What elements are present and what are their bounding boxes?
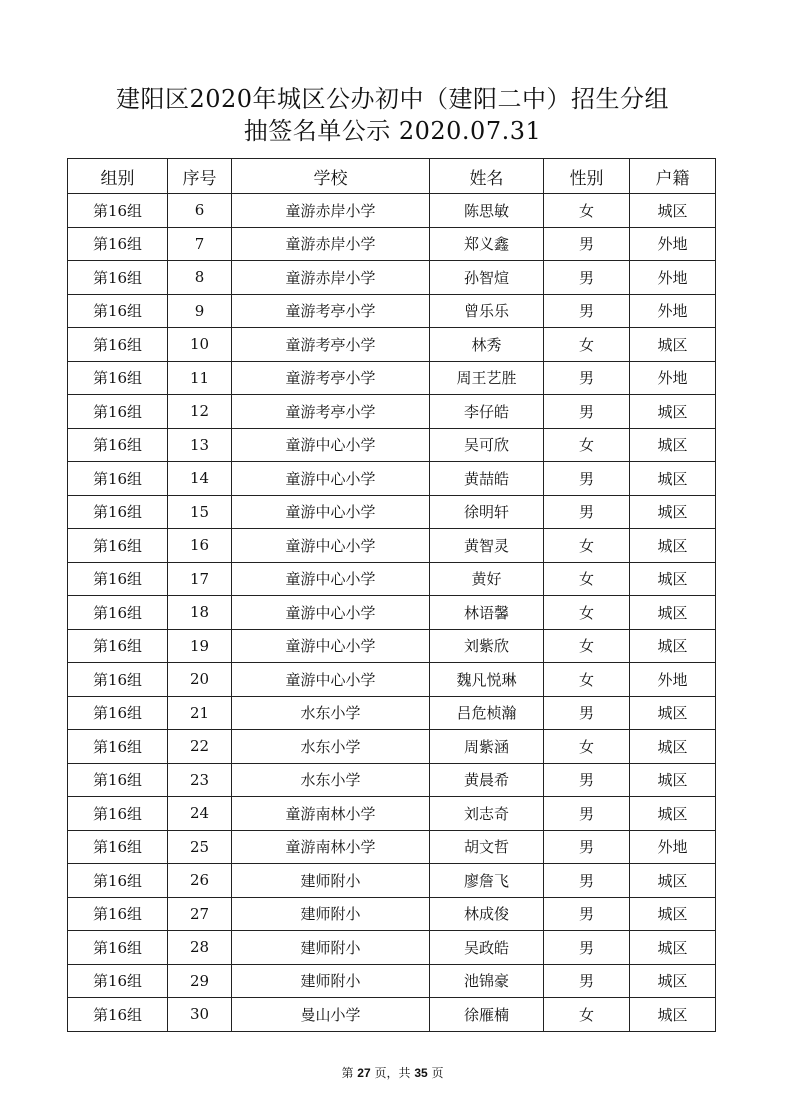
cell-name: 李仔皓: [430, 395, 544, 429]
cell-number: 10: [168, 328, 232, 362]
footer-page-number: 27: [357, 1066, 371, 1080]
cell-gender: 男: [544, 931, 630, 965]
roster-table: [67, 158, 716, 1032]
table-row: [68, 763, 716, 797]
table-row: [68, 328, 716, 362]
cell-number: 22: [168, 730, 232, 764]
cell-residence: 城区: [630, 462, 716, 496]
table-row: [68, 797, 716, 831]
cell-name: 陈思敏: [430, 194, 544, 228]
cell-school: 童游赤岸小学: [232, 261, 430, 295]
cell-school: 童游南林小学: [232, 797, 430, 831]
cell-gender: 男: [544, 830, 630, 864]
cell-name: 黄智灵: [430, 529, 544, 563]
cell-name: 胡文哲: [430, 830, 544, 864]
cell-school: 曼山小学: [232, 998, 430, 1032]
cell-gender: 女: [544, 328, 630, 362]
cell-number: 19: [168, 629, 232, 663]
table-row: [68, 730, 716, 764]
cell-residence: 城区: [630, 763, 716, 797]
column-header-name: 姓名: [430, 159, 544, 194]
cell-school: 童游考亭小学: [232, 328, 430, 362]
cell-number: 29: [168, 964, 232, 998]
cell-number: 16: [168, 529, 232, 563]
cell-group: 第16组: [68, 462, 168, 496]
cell-residence: 外地: [630, 294, 716, 328]
table-header-row: [68, 159, 716, 194]
table-row: [68, 931, 716, 965]
cell-group: 第16组: [68, 294, 168, 328]
cell-school: 建师附小: [232, 897, 430, 931]
table-row: [68, 261, 716, 295]
cell-group: 第16组: [68, 629, 168, 663]
cell-group: 第16组: [68, 763, 168, 797]
cell-school: 童游中心小学: [232, 495, 430, 529]
table-row: [68, 998, 716, 1032]
cell-school: 童游中心小学: [232, 428, 430, 462]
cell-group: 第16组: [68, 696, 168, 730]
cell-name: 廖詹飞: [430, 864, 544, 898]
table-row: [68, 964, 716, 998]
cell-gender: 女: [544, 428, 630, 462]
cell-name: 孙智煊: [430, 261, 544, 295]
cell-school: 水东小学: [232, 763, 430, 797]
cell-number: 8: [168, 261, 232, 295]
cell-name: 吴可欣: [430, 428, 544, 462]
cell-residence: 城区: [630, 596, 716, 630]
table-row: [68, 629, 716, 663]
cell-residence: 城区: [630, 730, 716, 764]
table-row: [68, 562, 716, 596]
cell-school: 童游中心小学: [232, 663, 430, 697]
cell-residence: 城区: [630, 797, 716, 831]
cell-school: 建师附小: [232, 864, 430, 898]
cell-gender: 女: [544, 529, 630, 563]
cell-school: 水东小学: [232, 696, 430, 730]
cell-residence: 城区: [630, 998, 716, 1032]
cell-residence: 城区: [630, 629, 716, 663]
cell-residence: 城区: [630, 897, 716, 931]
cell-residence: 城区: [630, 964, 716, 998]
footer-suffix: 页: [431, 1066, 444, 1080]
cell-number: 14: [168, 462, 232, 496]
cell-number: 27: [168, 897, 232, 931]
cell-school: 童游中心小学: [232, 596, 430, 630]
cell-gender: 男: [544, 864, 630, 898]
cell-group: 第16组: [68, 194, 168, 228]
cell-gender: 女: [544, 596, 630, 630]
cell-gender: 男: [544, 763, 630, 797]
cell-group: 第16组: [68, 328, 168, 362]
footer-page-total: 35: [414, 1066, 428, 1080]
cell-gender: 女: [544, 730, 630, 764]
cell-residence: 外地: [630, 361, 716, 395]
cell-name: 曾乐乐: [430, 294, 544, 328]
cell-school: 童游中心小学: [232, 462, 430, 496]
column-header-number: 序号: [168, 159, 232, 194]
cell-school: 建师附小: [232, 931, 430, 965]
table-row: [68, 462, 716, 496]
cell-number: 30: [168, 998, 232, 1032]
cell-group: 第16组: [68, 495, 168, 529]
cell-school: 童游赤岸小学: [232, 194, 430, 228]
table-row: [68, 596, 716, 630]
cell-gender: 男: [544, 361, 630, 395]
cell-number: 25: [168, 830, 232, 864]
page-footer: [0, 1064, 785, 1081]
cell-school: 童游中心小学: [232, 629, 430, 663]
cell-school: 童游考亭小学: [232, 294, 430, 328]
cell-group: 第16组: [68, 227, 168, 261]
cell-name: 刘紫欣: [430, 629, 544, 663]
column-header-school: 学校: [232, 159, 430, 194]
cell-gender: 男: [544, 897, 630, 931]
table-row: [68, 864, 716, 898]
cell-school: 水东小学: [232, 730, 430, 764]
cell-name: 林语馨: [430, 596, 544, 630]
cell-number: 11: [168, 361, 232, 395]
cell-gender: 女: [544, 562, 630, 596]
cell-group: 第16组: [68, 361, 168, 395]
footer-middle: 页，共: [374, 1066, 411, 1080]
table-row: [68, 395, 716, 429]
cell-residence: 外地: [630, 261, 716, 295]
table-row: [68, 663, 716, 697]
cell-gender: 男: [544, 495, 630, 529]
cell-number: 7: [168, 227, 232, 261]
table-row: [68, 830, 716, 864]
cell-group: 第16组: [68, 261, 168, 295]
cell-gender: 女: [544, 194, 630, 228]
table-row: [68, 897, 716, 931]
cell-name: 魏凡悦琳: [430, 663, 544, 697]
cell-residence: 城区: [630, 495, 716, 529]
cell-school: 童游南林小学: [232, 830, 430, 864]
cell-name: 吕危桢瀚: [430, 696, 544, 730]
column-header-residence: 户籍: [630, 159, 716, 194]
cell-school: 童游赤岸小学: [232, 227, 430, 261]
cell-group: 第16组: [68, 562, 168, 596]
cell-name: 林成俊: [430, 897, 544, 931]
cell-residence: 城区: [630, 428, 716, 462]
table-row: [68, 194, 716, 228]
cell-residence: 城区: [630, 931, 716, 965]
cell-group: 第16组: [68, 964, 168, 998]
cell-group: 第16组: [68, 998, 168, 1032]
cell-residence: 外地: [630, 227, 716, 261]
cell-residence: 城区: [630, 328, 716, 362]
cell-gender: 男: [544, 696, 630, 730]
cell-name: 刘志奇: [430, 797, 544, 831]
cell-residence: 城区: [630, 395, 716, 429]
cell-gender: 女: [544, 998, 630, 1032]
cell-gender: 男: [544, 227, 630, 261]
cell-gender: 女: [544, 629, 630, 663]
cell-number: 21: [168, 696, 232, 730]
document-subtitle: 抽签名单公示 2020.07.31: [243, 117, 542, 145]
cell-group: 第16组: [68, 931, 168, 965]
table-row: [68, 428, 716, 462]
cell-school: 童游考亭小学: [232, 395, 430, 429]
column-header-gender: 性别: [544, 159, 630, 194]
column-header-group: 组别: [68, 159, 168, 194]
cell-gender: 女: [544, 663, 630, 697]
cell-name: 周王艺胜: [430, 361, 544, 395]
cell-group: 第16组: [68, 730, 168, 764]
cell-residence: 城区: [630, 864, 716, 898]
cell-name: 吴政皓: [430, 931, 544, 965]
cell-gender: 男: [544, 964, 630, 998]
document-title: 建阳区2020年城区公办初中（建阳二中）招生分组: [115, 85, 670, 113]
table-row: [68, 361, 716, 395]
cell-name: 黄喆皓: [430, 462, 544, 496]
cell-residence: 城区: [630, 562, 716, 596]
cell-number: 18: [168, 596, 232, 630]
cell-group: 第16组: [68, 864, 168, 898]
table-row: [68, 529, 716, 563]
cell-number: 6: [168, 194, 232, 228]
cell-name: 徐雁楠: [430, 998, 544, 1032]
cell-group: 第16组: [68, 897, 168, 931]
cell-number: 20: [168, 663, 232, 697]
cell-name: 黄好: [430, 562, 544, 596]
cell-group: 第16组: [68, 428, 168, 462]
cell-residence: 外地: [630, 830, 716, 864]
cell-gender: 男: [544, 797, 630, 831]
cell-school: 建师附小: [232, 964, 430, 998]
cell-residence: 城区: [630, 696, 716, 730]
table-row: [68, 227, 716, 261]
cell-group: 第16组: [68, 663, 168, 697]
cell-number: 23: [168, 763, 232, 797]
cell-group: 第16组: [68, 830, 168, 864]
cell-number: 24: [168, 797, 232, 831]
footer-prefix: 第: [341, 1066, 354, 1080]
cell-number: 28: [168, 931, 232, 965]
cell-gender: 男: [544, 261, 630, 295]
cell-residence: 外地: [630, 663, 716, 697]
cell-school: 童游中心小学: [232, 562, 430, 596]
cell-residence: 城区: [630, 194, 716, 228]
cell-group: 第16组: [68, 529, 168, 563]
cell-name: 池锦豪: [430, 964, 544, 998]
table-body: [68, 194, 716, 1032]
cell-group: 第16组: [68, 596, 168, 630]
cell-name: 林秀: [430, 328, 544, 362]
cell-number: 13: [168, 428, 232, 462]
cell-number: 15: [168, 495, 232, 529]
cell-school: 童游中心小学: [232, 529, 430, 563]
cell-name: 郑义鑫: [430, 227, 544, 261]
table-row: [68, 495, 716, 529]
cell-school: 童游考亭小学: [232, 361, 430, 395]
cell-number: 12: [168, 395, 232, 429]
cell-name: 徐明轩: [430, 495, 544, 529]
table-row: [68, 294, 716, 328]
cell-group: 第16组: [68, 797, 168, 831]
cell-name: 黄晨希: [430, 763, 544, 797]
table-row: [68, 696, 716, 730]
cell-group: 第16组: [68, 395, 168, 429]
cell-number: 26: [168, 864, 232, 898]
cell-number: 17: [168, 562, 232, 596]
cell-residence: 城区: [630, 529, 716, 563]
cell-gender: 男: [544, 294, 630, 328]
cell-name: 周紫涵: [430, 730, 544, 764]
cell-gender: 男: [544, 395, 630, 429]
cell-number: 9: [168, 294, 232, 328]
cell-gender: 男: [544, 462, 630, 496]
